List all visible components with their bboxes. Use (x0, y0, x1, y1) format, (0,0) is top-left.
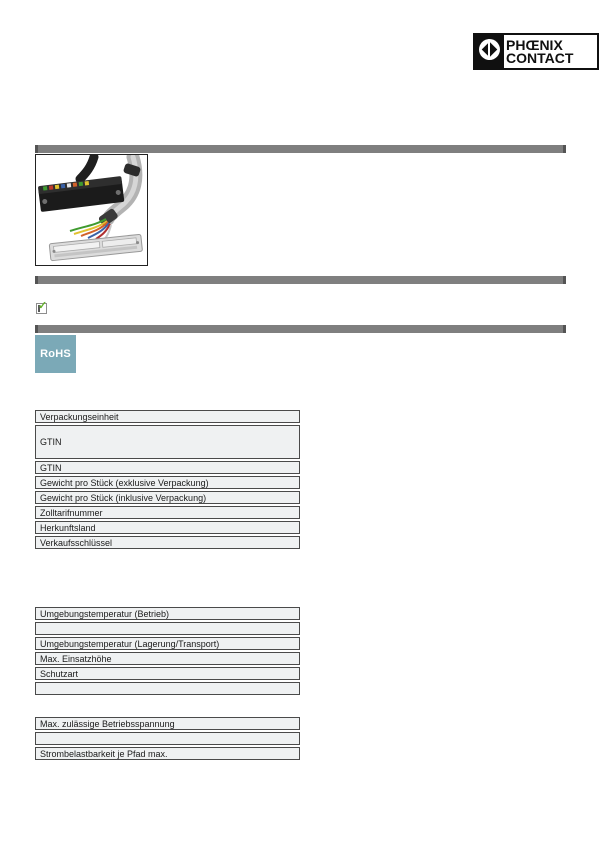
cable-assembly-illustration (36, 155, 147, 265)
section-header-bar (35, 145, 566, 153)
table-row-label: Strombelastbarkeit je Pfad max. (40, 748, 168, 759)
table-row-label: Max. Einsatzhöhe (40, 653, 112, 664)
table-row-label: GTIN (40, 462, 62, 473)
table-environmental-conditions (35, 607, 300, 697)
table-row (35, 652, 300, 665)
table-row-label: Umgebungstemperatur (Lagerung/Transport) (40, 638, 220, 649)
table-row (35, 682, 300, 695)
table-packaging-data (35, 410, 300, 551)
section-divider-bar (35, 325, 566, 333)
emblem-slit (488, 39, 490, 60)
table-row (35, 521, 300, 534)
table-row-label: Herkunftsland (40, 522, 96, 533)
phoenix-contact-logo (473, 33, 599, 70)
rohs-badge (35, 335, 76, 373)
rohs-card (33, 333, 80, 385)
table-row-label: Verpackungseinheit (40, 411, 119, 422)
emblem-circle (479, 39, 500, 60)
table-row (35, 491, 300, 504)
table-row (35, 476, 300, 489)
table-row-label: GTIN (40, 437, 62, 447)
table-row (35, 410, 300, 423)
table-row (35, 622, 300, 635)
brand-name (504, 35, 597, 68)
check-mark: ✓ (38, 300, 48, 312)
table-row (35, 607, 300, 620)
table-row-label: Schutzart (40, 668, 79, 679)
table-row-label: Umgebungstemperatur (Betrieb) (40, 608, 170, 619)
table-row (35, 717, 300, 730)
table-row-label: Zolltarifnummer (40, 507, 103, 518)
table-row (35, 506, 300, 519)
phoenix-emblem-icon (475, 35, 504, 68)
table-row-label: Verkaufsschlüssel (40, 537, 113, 548)
table-row (35, 667, 300, 680)
brand-name-line2: CONTACT (506, 49, 574, 66)
table-electrical-properties (35, 717, 300, 762)
approval-check-icon (36, 300, 48, 314)
table-row (35, 732, 300, 745)
brand-name-line1: PHŒNIX (506, 36, 563, 53)
table-row-label: Gewicht pro Stück (exklusive Verpackung) (40, 477, 209, 488)
table-row (35, 425, 300, 459)
table-row (35, 536, 300, 549)
table-row-label: Max. zulässige Betriebsspannung (40, 718, 175, 729)
product-image (35, 154, 148, 266)
table-row (35, 461, 300, 474)
table-row (35, 747, 300, 760)
section-divider-bar (35, 276, 566, 284)
rohs-label: RoHS (40, 348, 71, 360)
table-row (35, 637, 300, 650)
table-row-label: Gewicht pro Stück (inklusive Verpackung) (40, 492, 207, 503)
